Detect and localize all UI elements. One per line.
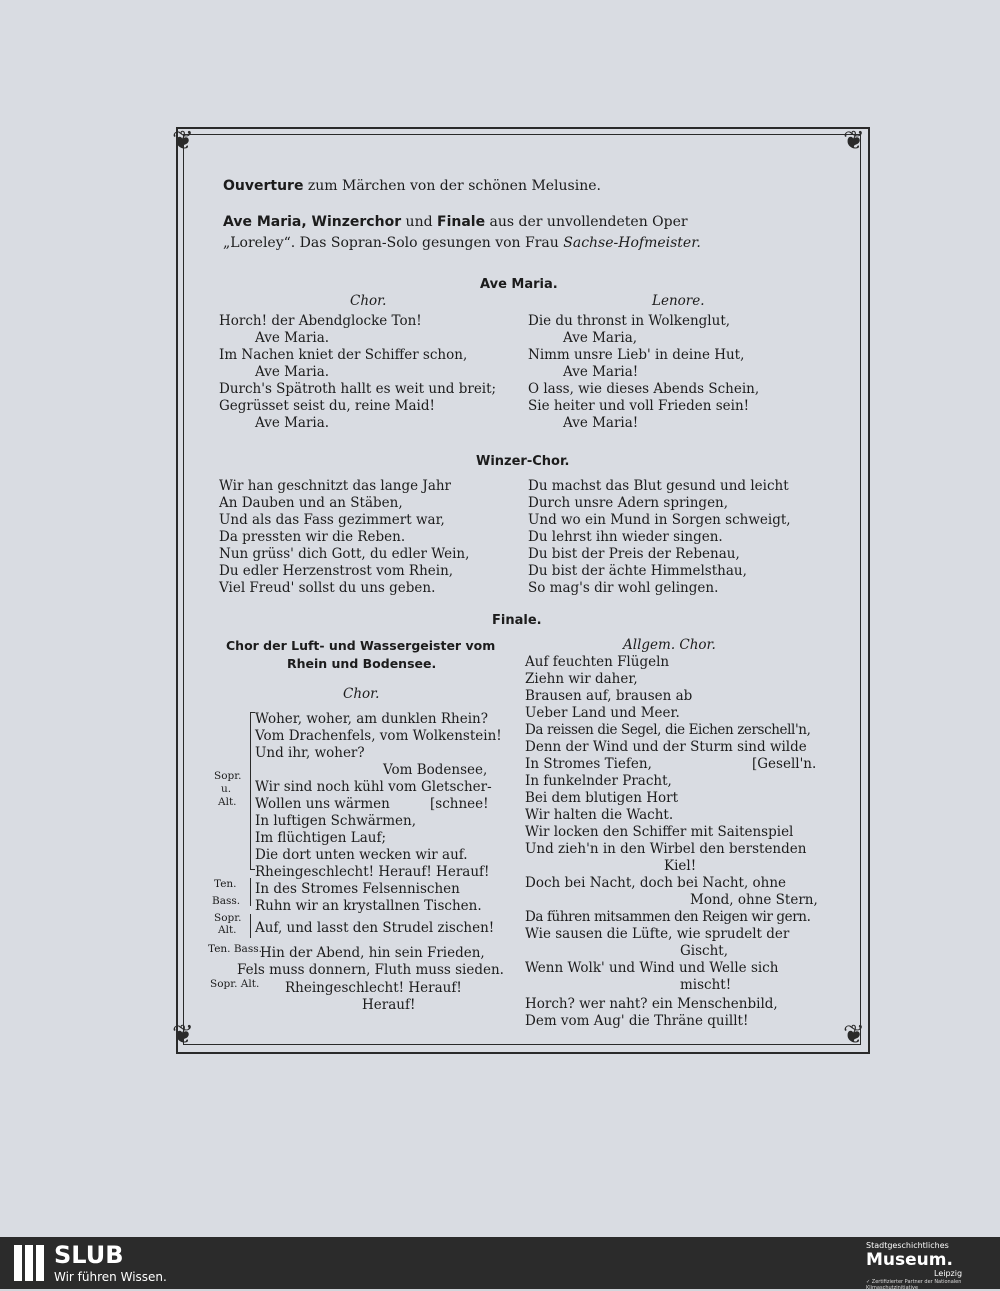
- verse-line: Rheingeschlecht! Herauf! Herauf!: [255, 864, 490, 880]
- voice-heading: Chor.: [343, 686, 380, 702]
- verse-line: Gegrüsset seist du, reine Maid!: [219, 398, 435, 414]
- verse-line: Ave Maria!: [563, 364, 639, 380]
- verse-line: Da führen mitsammen den Reigen wir gern.: [525, 909, 811, 925]
- verse-line: [Gesell'n.: [752, 756, 817, 772]
- verse-line: Und ihr, woher?: [255, 745, 365, 761]
- verse-line: Da pressten wir die Reben.: [219, 529, 406, 545]
- corner-ornament-icon: ❦: [843, 1020, 865, 1050]
- verse-line: Ruhn wir an krystallnen Tischen.: [255, 898, 482, 914]
- corner-ornament-icon: ❦: [843, 126, 865, 156]
- voice-label: Sopr.: [214, 912, 242, 924]
- section-title-ave-maria: Ave Maria.: [480, 277, 558, 292]
- verse-line: Doch bei Nacht, doch bei Nacht, ohne: [525, 875, 787, 891]
- finale-left-heading: Rhein und Bodensee.: [287, 656, 437, 671]
- verse-line: Die dort unten wecken wir auf.: [255, 847, 468, 863]
- corner-ornament-icon: ❦: [172, 1020, 194, 1050]
- museum-city: Leipzig: [934, 1269, 963, 1278]
- program-line-3: [223, 235, 701, 252]
- voice-label: u.: [221, 783, 232, 795]
- museum-label-top: Stadtgeschichtliches: [866, 1241, 949, 1250]
- verse-line: Auf feuchten Flügeln: [525, 654, 670, 670]
- voice-heading: Lenore.: [652, 293, 705, 309]
- program-bold: Ave Maria, Winzerchor: [223, 214, 402, 230]
- verse-line: Gischt,: [680, 943, 729, 959]
- voice-label: Ten. Bass.: [208, 943, 262, 955]
- verse-line: Du edler Herzenstrost vom Rhein,: [219, 563, 454, 579]
- verse-line: Kiel!: [664, 858, 697, 874]
- verse-line: Du lehrst ihn wieder singen.: [528, 529, 723, 545]
- verse-line: Wir halten die Wacht.: [525, 807, 674, 823]
- partner-note: ✓ Zertifizierter Partner der Nationalen Klimaschutzinitiative: [866, 1279, 962, 1291]
- verse-line: Wir sind noch kühl vom Gletscher-: [255, 779, 492, 795]
- verse-line: Im Nachen kniet der Schiffer schon,: [219, 347, 468, 363]
- verse-line: O lass, wie dieses Abends Schein,: [528, 381, 760, 397]
- voice-heading: Allgem. Chor.: [623, 637, 716, 653]
- verse-line: Nun grüss' dich Gott, du edler Wein,: [219, 546, 470, 562]
- verse-line: Nimm unsre Lieb' in deine Hut,: [528, 347, 745, 363]
- voice-label: Sopr. Alt.: [210, 978, 260, 990]
- verse-line: In des Stromes Felsennischen: [255, 881, 460, 897]
- verse-line: Wollen uns wärmen: [255, 796, 390, 812]
- verse-line: Ave Maria.: [255, 415, 330, 431]
- verse-line: Horch? wer naht? ein Menschenbild,: [525, 996, 778, 1012]
- verse-line: mischt!: [680, 977, 732, 993]
- verse-line: Hin der Abend, hin sein Frieden,: [260, 945, 485, 961]
- voice-label: Sopr.: [214, 770, 242, 782]
- verse-line: Auf, und lasst den Strudel zischen!: [255, 920, 495, 936]
- voice-heading: Chor.: [350, 293, 387, 309]
- slub-tagline: Wir führen Wissen.: [54, 1270, 167, 1284]
- slub-logo-icon: [12, 1243, 46, 1283]
- verse-line: Ziehn wir daher,: [525, 671, 638, 687]
- verse-line: Woher, woher, am dunklen Rhein?: [255, 711, 488, 727]
- verse-line: Rheingeschlecht! Herauf!: [285, 980, 462, 996]
- verse-line: Du bist der ächte Himmelsthau,: [528, 563, 747, 579]
- verse-line: Und wo ein Mund in Sorgen schweigt,: [528, 512, 791, 528]
- verse-line: Ave Maria.: [255, 364, 330, 380]
- verse-line: In luftigen Schwärmen,: [255, 813, 417, 829]
- verse-line: Wenn Wolk' und Wind und Welle sich: [525, 960, 779, 976]
- program-line-1: [223, 178, 601, 195]
- verse-line: Fels muss donnern, Fluth muss sieden.: [237, 962, 504, 978]
- finale-left-heading: Chor der Luft- und Wassergeister vom: [226, 638, 496, 653]
- program-text: aus der unvollendeten Oper: [485, 214, 688, 230]
- verse-line: Mond, ohne Stern,: [690, 892, 818, 908]
- verse-line: Und zieh'n in den Wirbel den berstenden: [525, 841, 807, 857]
- verse-line: Dem vom Aug' die Thräne quillt!: [525, 1013, 749, 1029]
- program-text: zum Märchen von der schönen Melusine.: [303, 178, 601, 194]
- verse-line: Sie heiter und voll Frieden sein!: [528, 398, 750, 414]
- voice-label: Alt.: [218, 796, 237, 808]
- verse-line: Ave Maria.: [255, 330, 330, 346]
- verse-line: Horch! der Abendglocke Ton!: [219, 313, 422, 329]
- verse-line: Wie sausen die Lüfte, wie sprudelt der: [525, 926, 790, 942]
- voice-label: Alt.: [218, 924, 237, 936]
- ouverture-label: Ouverture: [223, 178, 304, 194]
- verse-line: Denn der Wind und der Sturm sind wilde: [525, 739, 807, 755]
- soloist-name: Sachse-Hofmeister.: [563, 235, 701, 251]
- verse-line: Ave Maria!: [563, 415, 639, 431]
- verse-line: In funkelnder Pracht,: [525, 773, 672, 789]
- verse-line: Bei dem blutigen Hort: [525, 790, 679, 806]
- verse-line: Im flüchtigen Lauf;: [255, 830, 386, 846]
- verse-line: Du machst das Blut gesund und leicht: [528, 478, 789, 494]
- program-text: und: [401, 214, 438, 230]
- verse-line: Ave Maria,: [563, 330, 638, 346]
- corner-ornament-icon: ❦: [172, 126, 194, 156]
- program-line-2: [223, 214, 688, 231]
- program-text: „Loreley“. Das Sopran-Solo gesungen von Frau: [223, 235, 564, 251]
- verse-line: Du bist der Preis der Rebenau,: [528, 546, 740, 562]
- section-title-finale: Finale.: [492, 613, 542, 628]
- museum-logo[interactable]: Museum.: [866, 1250, 953, 1270]
- verse-line: Wir locken den Schiffer mit Saitenspiel: [525, 824, 794, 840]
- verse-line: Herauf!: [362, 997, 416, 1013]
- slub-brand[interactable]: SLUB: [54, 1241, 124, 1269]
- verse-line: Und als das Fass gezimmert war,: [219, 512, 445, 528]
- voice-label: Bass.: [212, 895, 241, 907]
- verse-line: Durch unsre Adern springen,: [528, 495, 729, 511]
- verse-line: [schnee!: [430, 796, 489, 812]
- verse-line: So mag's dir wohl gelingen.: [528, 580, 719, 596]
- voice-label: Ten.: [214, 878, 237, 890]
- verse-line: Viel Freud' sollst du uns geben.: [219, 580, 436, 596]
- verse-line: Wir han geschnitzt das lange Jahr: [219, 478, 452, 494]
- verse-line: An Dauben und an Stäben,: [219, 495, 403, 511]
- footer-bar: [0, 1237, 1000, 1289]
- verse-line: Brausen auf, brausen ab: [525, 688, 693, 704]
- section-title-winzer-chor: Winzer-Chor.: [476, 454, 570, 469]
- verse-line: Vom Drachenfels, vom Wolkenstein!: [255, 728, 502, 744]
- verse-line: Durch's Spätroth hallt es weit und breit;: [219, 381, 497, 397]
- program-bold: Finale: [437, 214, 486, 230]
- verse-line: Ueber Land und Meer.: [525, 705, 680, 721]
- verse-line: Die du thronst in Wolkenglut,: [528, 313, 731, 329]
- verse-line: Vom Bodensee,: [383, 762, 488, 778]
- verse-line: In Stromes Tiefen,: [525, 756, 652, 772]
- verse-line: Da reissen die Segel, die Eichen zerschell'n,: [525, 722, 811, 738]
